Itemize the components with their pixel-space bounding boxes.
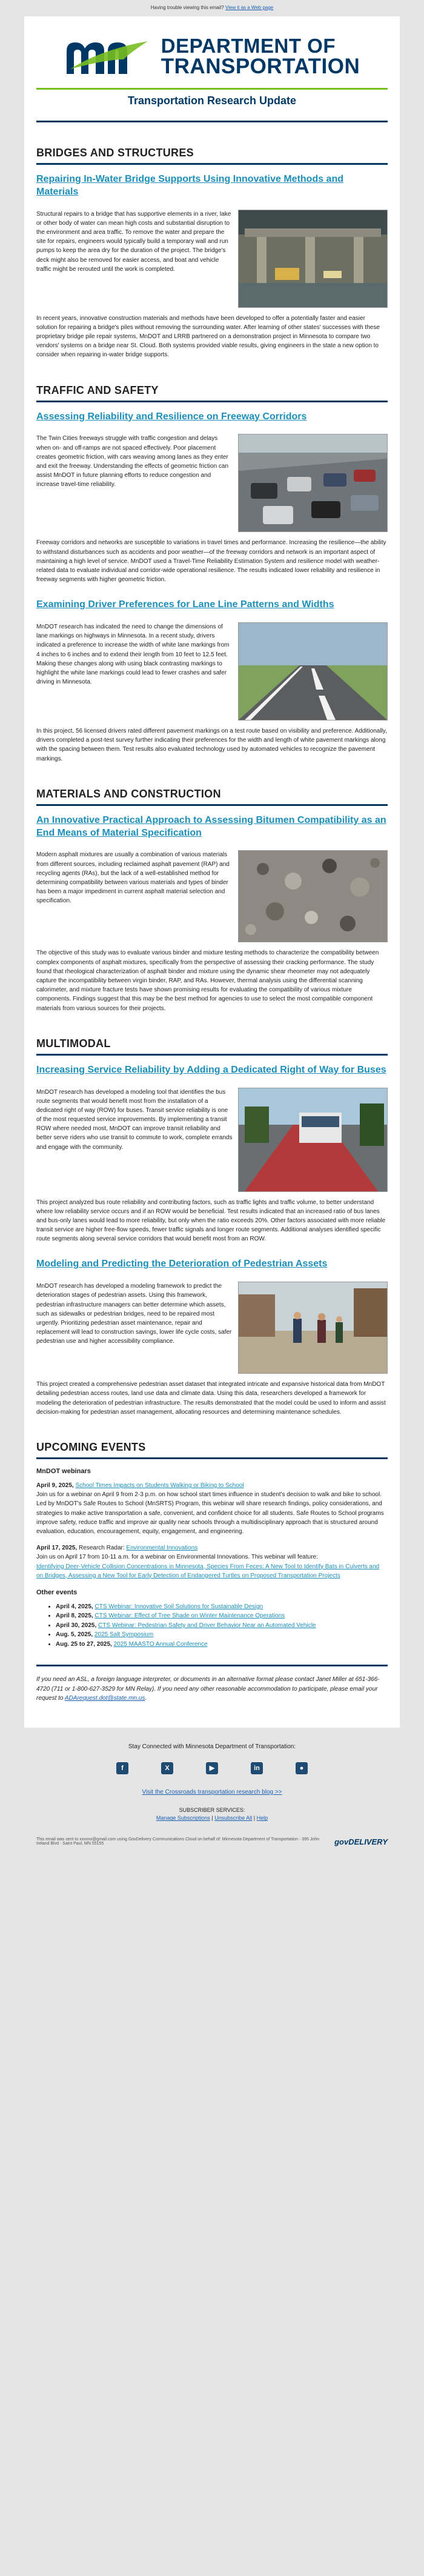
article-paragraph: Modern asphalt mixtures are usually a combination of various materials from different sources, including reclaimed asphalt pavement (RAP) and recycling agents (RAs), but the lack of a well-established method for determining compatibility between various materials and types of binder has been a major impediment in current asphalt material selection and specification. xyxy=(36,851,230,905)
freeway-traffic-photo xyxy=(238,434,388,532)
subscriber-services: SUBSCRIBER SERVICES: Manage Subscriptions | Unsubscribe All | Help xyxy=(156,1806,268,1822)
article-paragraph: The Twin Cities freeways struggle with traffic congestion and delays when on- and off-ramps are not spaced effectively. Poor placement creates geometric friction, with cars weaving among lanes as they enter and exit the freeway. Understanding the effects of geometric friction can assist MnDOT in future planning efforts to reduce congestion and increase travel-time reliability. xyxy=(36,435,229,488)
pedestrian-sidewalk-photo xyxy=(238,1282,388,1374)
mn-logo-mark xyxy=(64,38,155,75)
article-body xyxy=(36,434,388,532)
article-paragraph: MnDOT research has developed a modeling tool that identifies the bus route segments that would benefit most from the installation of a dedicated right of way (ROW) for buses. Transit service reliability is one of the most requested service improvements. By implementing a transit ROW where needed most, MnDOT can improve transit reliability and better serve riders who use transit to commute to work, complete errands and engage with the community. xyxy=(36,1088,233,1151)
youtube-icon[interactable]: ▶ xyxy=(206,1762,218,1774)
bus-lane-photo xyxy=(238,1088,388,1192)
article-paragraph: This project analyzed bus route reliability and contributing factors, such as traffic lights and traffic volume, to better understand where low reliability service occurs and if an ROW would be beneficial. Test results indicated that an increased ratio of bus lanes and bus-only lanes would lead to more reliability, but only when the ratio exceeds 20%. Other factors associated with more reliable transit service are higher free-flow speeds, fewer traffic signals and longer route segments. Additional analyses identified specific route segments along several service corridors that would benefit most from an ROW. xyxy=(36,1199,386,1243)
article-body xyxy=(36,1282,388,1374)
footer-divider xyxy=(36,1665,388,1666)
article-title-link[interactable]: Repairing In-Water Bridge Supports Using Innovative Methods and Materials xyxy=(36,174,343,197)
article-title-link[interactable]: An Innovative Practical Approach to Assessing Bitumen Compatibility as an End Means of Material Specification xyxy=(36,814,386,838)
event-link[interactable]: CTS Webinar: Innovative Soil Solutions for Sustainable Design xyxy=(94,1603,263,1610)
article-title-link[interactable]: Increasing Service Reliability by Adding a Dedicated Right of Way for Buses xyxy=(36,1064,386,1075)
article-paragraph: Freeway corridors and networks are susceptible to variations in travel times and performance. Increasing the resilience—the ability to withstand disturbances such as accidents and poor weather—of the freeway corridors and network is an important aspect of maintaining a high level of service. MnDOT used a Travel-Time Reliability Estimation System and resilience model with weather-related data to evaluate individual and corridor-wide operational resilience. The results indicated lower reliability and resilience in freeway segments with higher geometric friction. xyxy=(36,539,386,584)
other-events-list xyxy=(36,1602,388,1649)
ada-email-link[interactable]: ADArequest.dot@state.mn.us xyxy=(64,1695,145,1702)
event-item: April 17, 2025, Research Radar: Environmental Innovations Join us on April 17 from 10-11 a.m. for a webinar on Environmental Innovations. This webinar will feature: Identifying Deer-Vehicle Collision Concentrations in Minnesota, Species From Feces: A New Tool to Identify Bats in Culverts and on Bridges, Assessing a New Tool for Early Detection of Endangered Turtles on Proposed Transportation Projects xyxy=(36,1545,380,1579)
event-link[interactable]: Environmental Innovations xyxy=(126,1545,198,1552)
newsletter-card xyxy=(24,16,400,1728)
stay-connected: Stay Connected with Minnesota Department of Transportation: xyxy=(128,1743,296,1750)
article-paragraph: The objective of this study was to evaluate various binder and mixture testing methods to characterize the compatibility between complex components of asphalt mixtures, specifically from the perspective of assessing their cracking performance. The study found that rheological characterization of asphalt binder and mixture using the dynamic shear rheometer may not adequately capture the incompatibility between virgin binder, RAP, and RAs. However, thermal analysis using the differential scanning calorimeter, and mixture fracture tests have shown promising results for evaluating the compatibility of various mixture components. Findings suggest that this may be the best method for agencies to use to select the most compatible component materials from various sources for their projects. xyxy=(36,950,379,1012)
list-item: • Aug. 5, 2025, 2025 Salt Symposium xyxy=(56,1630,388,1640)
section-heading-bridges: BRIDGES AND STRUCTURES xyxy=(36,147,194,159)
article-paragraph: This project created a comprehensive pedestrian asset dataset that integrated intricate and expansive historical data from MnDOT detailing pedestrian access routes, land use data and climate data. Using this data, researchers developed a framework for modeling the deterioration of pedestrian infrastructure. The results demonstrated that the model could be used to inform and assist decision-making for pedestrian asset management, allocating resources and determining maintenance schedules. xyxy=(36,1381,386,1416)
event-link[interactable]: 2025 Salt Symposium xyxy=(94,1631,154,1639)
section-heading-multimodal: MULTIMODAL xyxy=(36,1037,111,1050)
list-item: • April 4, 2025, CTS Webinar: Innovative Soil Solutions for Sustainable Design xyxy=(56,1602,388,1612)
view-webpage-link[interactable]: View it as a Web page xyxy=(225,5,274,10)
article-title-link[interactable]: Assessing Reliability and Resilience on Freeway Corridors xyxy=(36,411,307,422)
article-paragraph: MnDOT research has indicated the need to change the dimensions of lane markings on highways in Minnesota. In a recent study, drivers indicated a preference to increase the width of white lane markings from 4 inches to 6 inches and to extend their length from 10 feet to 12.5 feet. Making these changes along with using black contrasting markings to highlight the white lane markings could lead to fewer crashes and safer driving in Minnesota. xyxy=(36,624,230,686)
events-subheading: MnDOT webinars xyxy=(36,1468,91,1475)
event-link[interactable]: CTS Webinar: Pedestrian Safety and Driver Behavior Near an Automated Vehicle xyxy=(98,1622,316,1629)
help-link[interactable]: Help xyxy=(256,1815,268,1822)
event-link[interactable]: School Times Impacts on Students Walking or Biking to School xyxy=(75,1482,244,1489)
list-item: • April 30, 2025, CTS Webinar: Pedestrian Safety and Driver Behavior Near an Automated Vehicle xyxy=(56,1621,388,1631)
mndot-logo xyxy=(36,31,388,81)
lane-markings-photo xyxy=(238,622,388,721)
section-divider xyxy=(36,1457,388,1459)
event-feature-links[interactable]: Identifying Deer-Vehicle Collision Concentrations in Minnesota, Species From Feces: A New Tool to Identify Bats in Culverts and on Bridges, Assessing a New Tool for Early Detection of Endangered Turtles on Proposed Transportation Projects xyxy=(36,1563,380,1579)
newsletter-title: Transportation Research Update xyxy=(127,95,297,107)
event-link[interactable]: CTS Webinar: Effect of Tree Shade on Winter Maintenance Operations xyxy=(94,1612,285,1620)
section-divider xyxy=(36,804,388,806)
social-links xyxy=(0,1762,424,1774)
bridge-repair-photo xyxy=(238,210,388,308)
facebook-icon[interactable]: f xyxy=(116,1762,128,1774)
article-body xyxy=(36,210,388,308)
article-title-link[interactable]: Examining Driver Preferences for Lane Line Patterns and Widths xyxy=(36,599,334,610)
x-twitter-icon[interactable]: X xyxy=(161,1762,173,1774)
manage-subscriptions-link[interactable]: Manage Subscriptions xyxy=(156,1815,210,1822)
list-item: • April 8, 2025, CTS Webinar: Effect of Tree Shade on Winter Maintenance Operations xyxy=(56,1611,388,1621)
article-body xyxy=(36,622,388,721)
unsubscribe-link[interactable]: Unsubscribe All xyxy=(214,1815,253,1822)
accessibility-note: If you need an ASL, a foreign language interpreter, or documents in an alternative format please contact Janet Miller at 651-366-4720 (711 or 1-800-627-3529 for MN Relay). If you need any other reasonable accommodation to participate, please email your request to ADArequest.dot@state.mn.us. xyxy=(36,1676,380,1702)
section-divider xyxy=(36,163,388,165)
article-paragraph: Structural repairs to a bridge that has supportive elements in a river, lake or other body of water can mean high costs and substantial disruption to the environment and area traffic. To remove the water and prepare the site for repairs, engineers would typically build a temporary wall and run pumps to keep the area dry for the duration of the project. The bridge's deck might also be removed for easier access, and boat and vehicle traffic might be rerouted until the work is completed. xyxy=(36,210,231,273)
bottom-bar xyxy=(24,1832,400,1856)
section-divider xyxy=(36,1054,388,1056)
list-item: • Aug. 25 to 27, 2025, 2025 MAASTO Annual Conference xyxy=(56,1640,388,1649)
event-link[interactable]: 2025 MAASTO Annual Conference xyxy=(113,1640,208,1648)
article-title-link[interactable]: Modeling and Predicting the Deterioration of Pedestrian Assets xyxy=(36,1259,328,1270)
section-divider xyxy=(36,401,388,402)
govdelivery-logo: govDELIVERY xyxy=(334,1837,388,1846)
section-heading-events: UPCOMING EVENTS xyxy=(36,1441,146,1453)
asphalt-sample-photo xyxy=(238,850,388,942)
linkedin-icon[interactable]: in xyxy=(251,1762,263,1774)
title-divider xyxy=(36,121,388,122)
article-paragraph: MnDOT research has developed a modeling framework to predict the deterioration stages of pedestrian assets. Using this framework, pedestrian infrastructure managers can better determine which assets, such as sidewalks or pedestrian bridges, need to be repaired most urgently. Prioritizing pedestrian asset maintenance, repair and replacement will lead to construction savings, lower life cycle costs, safer pedestrian use and higher accessibility compliance. xyxy=(36,1283,232,1345)
section-heading-traffic: TRAFFIC AND SAFETY xyxy=(36,384,159,396)
blog-link[interactable]: Visit the Crossroads transportation research blog >> xyxy=(142,1788,282,1796)
article-body xyxy=(36,850,388,942)
section-heading-materials: MATERIALS AND CONSTRUCTION xyxy=(36,787,221,800)
article-body xyxy=(36,1088,388,1192)
view-online-note: Having trouble viewing this email? View it as a Web page xyxy=(150,5,274,10)
event-item: April 9, 2025, School Times Impacts on Students Walking or Biking to School Join us for a webinar on April 9 from 2-3 p.m. on how school start times influence in student's decision to walk and bike to school. Led by MnDOT's Safe Routes to School (MnSRTS) Program, this webinar will share research findings, policy considerations, and strategies to make active transportation a safe, convenient, and confident choice for all students. Safe Routes to School programs improve safety, reduce traffic and improve air quality near schools through a multidisciplinary approach that is structured around evaluation, education, encouragement, equity, engagement, and engineering. xyxy=(36,1482,384,1535)
events-subheading: Other events xyxy=(36,1588,78,1596)
flickr-icon[interactable]: ● xyxy=(296,1762,308,1774)
sent-to-note: This email was sent to xxxxxx@gmail.com using GovDelivery Communications Cloud on behalf of: Minnesota Department of Transportation · 395 John Ireland Blvd · Saint Paul, MN 55155 xyxy=(36,1837,319,1846)
article-paragraph: In this project, 56 licensed drivers rated different pavement markings on a test route based on visibility and preference. Additionally, drivers completed a post-test survey further indicating their preferences for the width and length of white pavement markings along with the spacing between them. Test results also evaluated technology used by automated vehicles to recognize the pavement markings. xyxy=(36,728,387,762)
logo-wordmark: DEPARTMENT OF TRANSPORTATION xyxy=(161,35,360,78)
article-paragraph: In recent years, innovative construction materials and methods have been developed to offer a potentially faster and easier solution for repairing a bridge's piles without removing the surrounding water. After learning of other states' successes with these proprietary bridge pile repair systems, MnDOT and LRRB partnered on a demonstration project in Minnesota to compare two vendors' systems on a bridge near St. Cloud. Both systems provided viable results, giving engineers in the state a new option to consider when repairing in-water bridge supports. xyxy=(36,315,380,359)
